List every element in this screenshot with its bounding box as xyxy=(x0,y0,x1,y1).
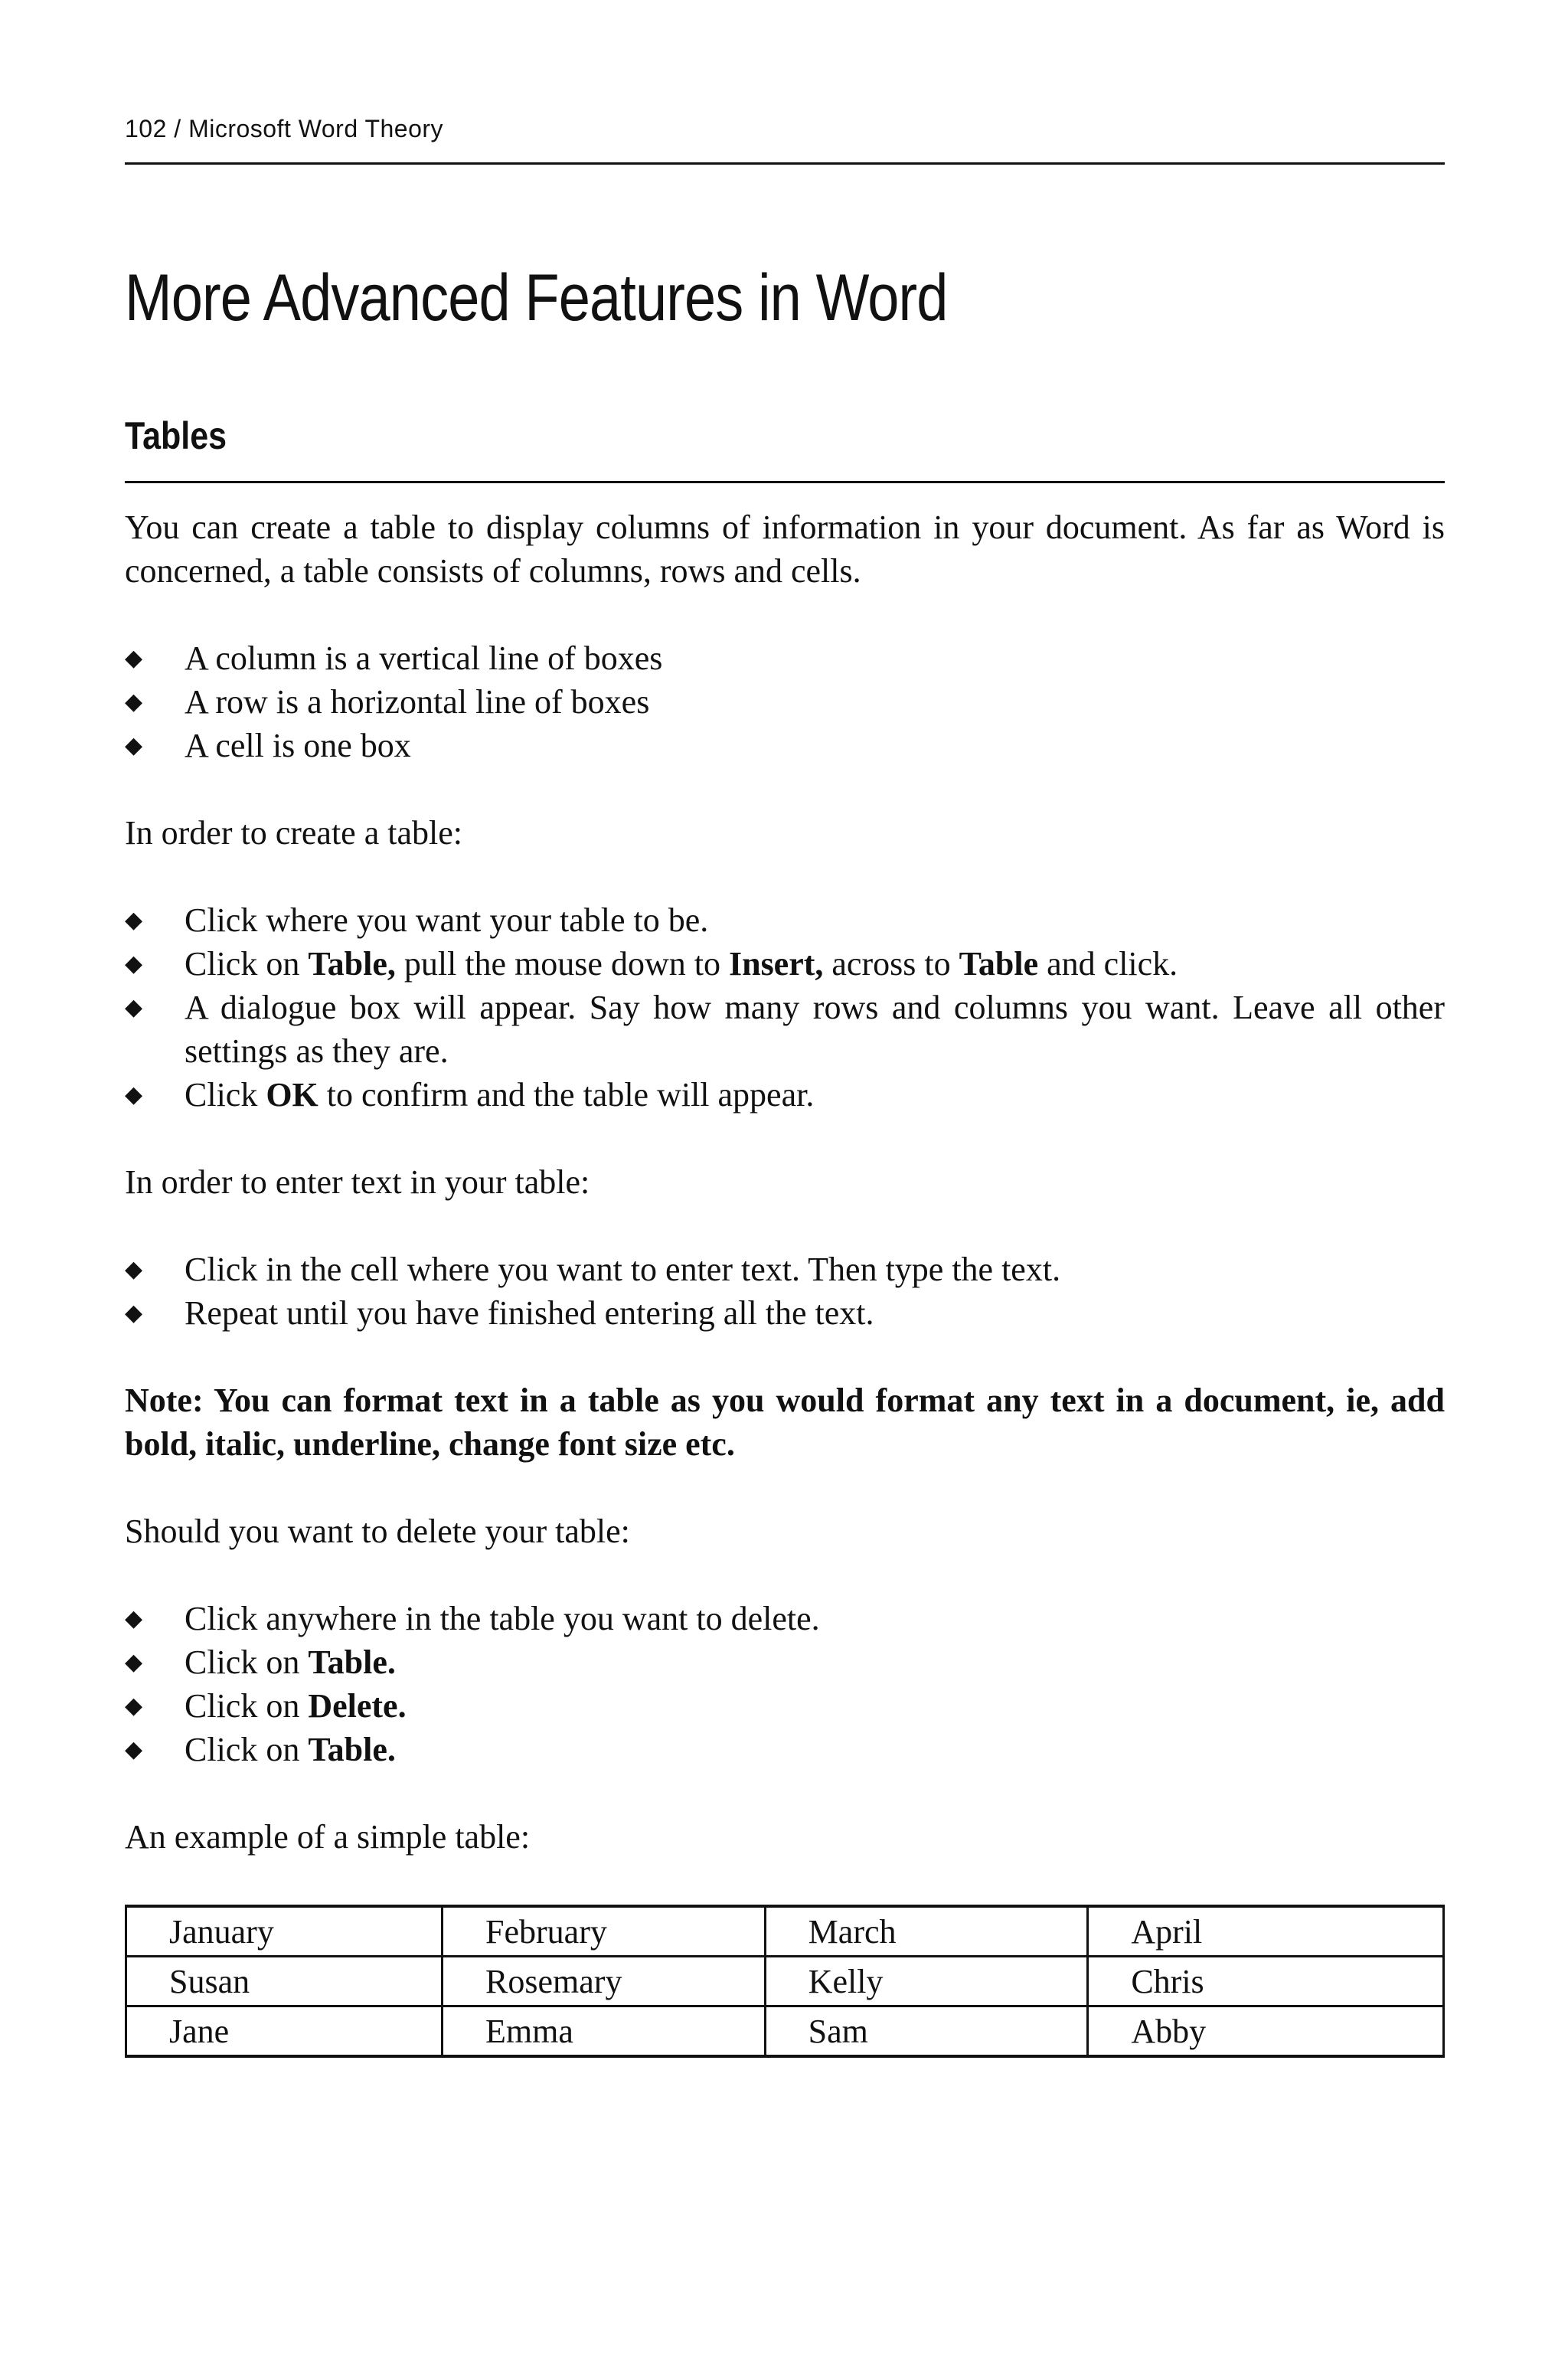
body-text xyxy=(125,505,1445,1859)
diamond-bullet-icon: ◆ xyxy=(125,1257,143,1282)
table-row xyxy=(126,1906,1444,1957)
create-intro: In order to create a table: xyxy=(125,814,462,852)
definition-list xyxy=(125,636,1445,767)
list-item: ◆ Click OK to confirm and the table will appear. xyxy=(125,1073,1445,1117)
list-item: ◆ Click on Table. xyxy=(125,1728,1445,1771)
chapter-title: More Advanced Features in Word xyxy=(125,261,948,335)
note-paragraph: Note: You can format text in a table as you would format any text in a document, ie, add bold, italic, underline, change font size etc. xyxy=(125,1382,1445,1463)
diamond-bullet-icon: ◆ xyxy=(125,995,143,1020)
example-intro: An example of a simple table: xyxy=(125,1818,531,1856)
diamond-bullet-icon: ◆ xyxy=(125,1300,143,1326)
enter-steps-list xyxy=(125,1248,1445,1335)
enter-intro: In order to enter text in your table: xyxy=(125,1163,590,1201)
table-cell: Jane xyxy=(126,2006,443,2057)
diamond-bullet-icon: ◆ xyxy=(125,1737,143,1762)
table-cell: April xyxy=(1088,1906,1444,1957)
diamond-bullet-icon: ◆ xyxy=(125,689,143,715)
list-item: ◆ Repeat until you have finished entering all the text. xyxy=(125,1291,1445,1335)
diamond-bullet-icon: ◆ xyxy=(125,908,143,933)
table-cell: Abby xyxy=(1088,2006,1444,2057)
create-steps-list xyxy=(125,898,1445,1117)
diamond-bullet-icon: ◆ xyxy=(125,733,143,758)
page-number: 102 xyxy=(125,115,167,142)
table-cell: Emma xyxy=(443,2006,766,2057)
list-item: ◆ Click on Table, pull the mouse down to Insert, across to Table and click. xyxy=(125,942,1445,986)
running-header xyxy=(125,115,443,143)
section-heading: Tables xyxy=(125,414,227,457)
book-title: Microsoft Word Theory xyxy=(188,115,444,142)
list-item: ◆ Click where you want your table to be. xyxy=(125,898,1445,942)
list-item: ◆ Click in the cell where you want to enter text. Then type the text. xyxy=(125,1248,1445,1291)
list-item: ◆ Click anywhere in the table you want to delete. xyxy=(125,1597,1445,1640)
list-item: ◆ Click on Table. xyxy=(125,1640,1445,1684)
list-item: ◆ A row is a horizontal line of boxes xyxy=(125,680,1445,724)
diamond-bullet-icon: ◆ xyxy=(125,1693,143,1719)
diamond-bullet-icon: ◆ xyxy=(125,1606,143,1631)
table-cell: January xyxy=(126,1906,443,1957)
table-cell: Rosemary xyxy=(443,1957,766,2006)
section-rule xyxy=(125,481,1445,483)
table-row xyxy=(126,1957,1444,2006)
intro-paragraph: You can create a table to display columns of information in your document. As far as Word is concerned, a table consists of columns, rows and cells. xyxy=(125,509,1445,590)
list-item: ◆ Click on Delete. xyxy=(125,1684,1445,1728)
list-item: ◆ A dialogue box will appear. Say how many rows and columns you want. Leave all other settings as they are. xyxy=(125,986,1445,1073)
table-row xyxy=(126,2006,1444,2057)
table-cell: Kelly xyxy=(765,1957,1088,2006)
table-cell: March xyxy=(765,1906,1088,1957)
diamond-bullet-icon: ◆ xyxy=(125,1650,143,1675)
table-cell: Sam xyxy=(765,2006,1088,2057)
table-cell: February xyxy=(443,1906,766,1957)
diamond-bullet-icon: ◆ xyxy=(125,951,143,976)
header-separator: / xyxy=(174,115,181,142)
delete-intro: Should you want to delete your table: xyxy=(125,1513,630,1550)
example-table xyxy=(125,1905,1445,2058)
list-item: ◆ A column is a vertical line of boxes xyxy=(125,636,1445,680)
diamond-bullet-icon: ◆ xyxy=(125,1082,143,1107)
list-item: ◆ A cell is one box xyxy=(125,724,1445,767)
header-rule xyxy=(125,162,1445,165)
delete-steps-list xyxy=(125,1597,1445,1771)
table-cell: Susan xyxy=(126,1957,443,2006)
table-cell: Chris xyxy=(1088,1957,1444,2006)
diamond-bullet-icon: ◆ xyxy=(125,646,143,671)
